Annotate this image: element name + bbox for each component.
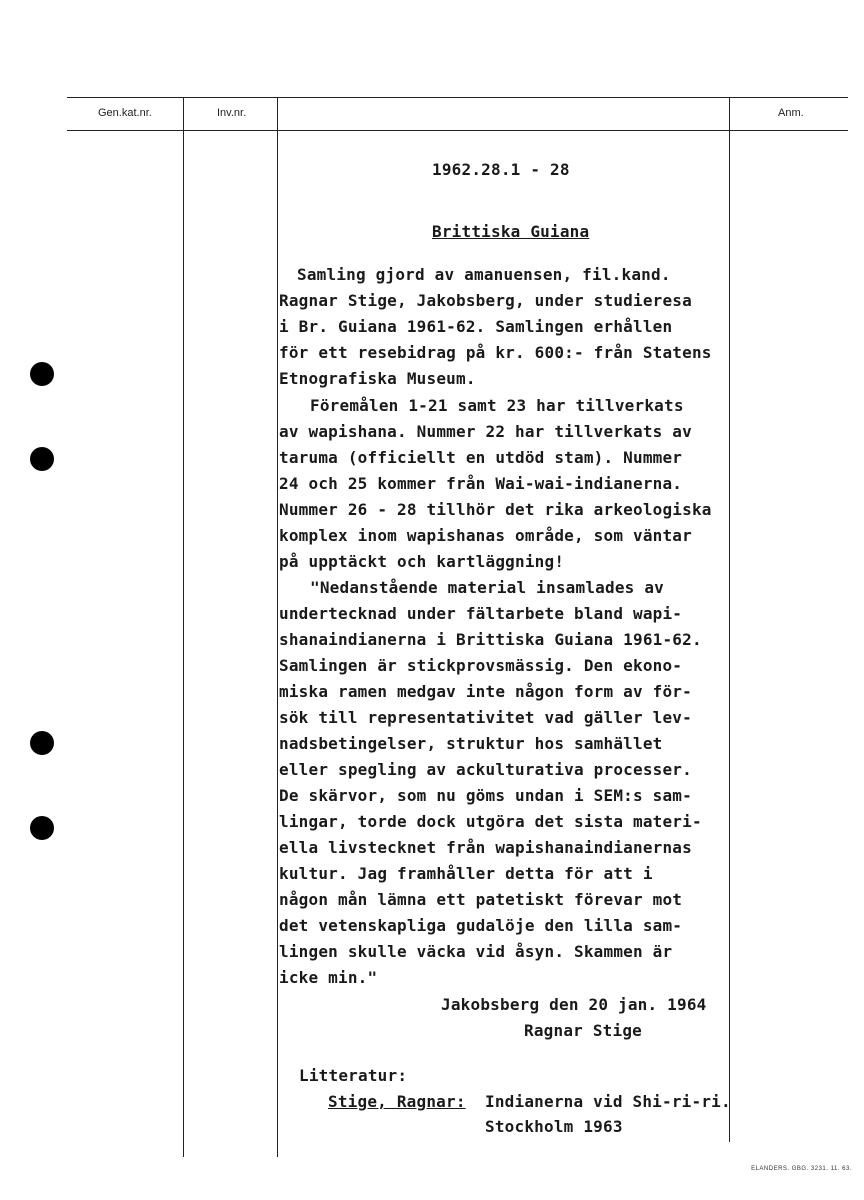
punch-hole: [30, 362, 54, 386]
text-line: komplex inom wapishanas område, som väntar: [279, 526, 692, 545]
text-line: "Nedanstående material insamlades av: [310, 578, 664, 597]
text-line: någon mån lämna ett patetiskt förevar mot: [279, 890, 683, 909]
column-divider-2: [277, 97, 278, 1157]
text-line: sök till representativitet vad gäller lev-: [279, 708, 692, 727]
text-line: Ragnar Stige, Jakobsberg, under studieresa: [279, 291, 692, 310]
text-line: för ett resebidrag på kr. 600:- från Statens: [279, 343, 712, 362]
text-line: det vetenskapliga gudalöje den lilla sam-: [279, 916, 683, 935]
text-line: på upptäckt och kartläggning!: [279, 552, 565, 571]
literature-title: Indianerna vid Shi-ri-ri.: [485, 1092, 731, 1111]
text-line: De skärvor, som nu göms undan i SEM:s sam-: [279, 786, 692, 805]
text-line: lingen skulle väcka vid åsyn. Skammen är: [279, 942, 673, 961]
text-line: kultur. Jag framhåller detta för att i: [279, 864, 653, 883]
text-line: 24 och 25 kommer från Wai-wai-indianerna.: [279, 474, 683, 493]
text-line: i Br. Guiana 1961-62. Samlingen erhållen: [279, 317, 673, 336]
text-line: icke min.": [279, 968, 378, 987]
text-line: nadsbetingelser, struktur hos samhället: [279, 734, 663, 753]
column-divider-3: [729, 97, 730, 1142]
region-heading: Brittiska Guiana: [432, 222, 590, 241]
header-gen-kat-label: Gen.kat.nr.: [98, 107, 152, 119]
text-line: Samling gjord av amanuensen, fil.kand.: [297, 265, 671, 284]
header-anm-label: Anm.: [778, 107, 804, 119]
text-line: Etnografiska Museum.: [279, 369, 476, 388]
signature-place-date: Jakobsberg den 20 jan. 1964: [441, 995, 707, 1014]
header-bottom-rule: [67, 130, 848, 131]
column-divider-1: [183, 97, 184, 1157]
text-line: eller spegling av ackulturativa processer.: [279, 760, 692, 779]
text-line: miska ramen medgav inte någon form av för-: [279, 682, 692, 701]
text-line: ella livstecknet från wapishanaindianernas: [279, 838, 692, 857]
text-line: taruma (officiellt en utdöd stam). Nummer: [279, 448, 683, 467]
header-inv-label: Inv.nr.: [217, 107, 247, 119]
catalog-number: 1962.28.1 - 28: [432, 160, 570, 179]
punch-hole: [30, 447, 54, 471]
literature-place-year: Stockholm 1963: [485, 1117, 623, 1136]
text-line: Föremålen 1-21 samt 23 har tillverkats: [310, 396, 684, 415]
text-line: Nummer 26 - 28 tillhör det rika arkeologiska: [279, 500, 712, 519]
text-line: undertecknad under fältarbete bland wapi-: [279, 604, 683, 623]
literature-author: Stige, Ragnar:: [328, 1092, 466, 1111]
punch-hole: [30, 731, 54, 755]
literature-heading: Litteratur:: [299, 1066, 408, 1085]
text-line: lingar, torde dock utgöra det sista materi-: [279, 812, 702, 831]
text-line: Samlingen är stickprovsmässig. Den ekono-: [279, 656, 683, 675]
header-top-rule: [67, 97, 848, 98]
signature-name: Ragnar Stige: [524, 1021, 642, 1040]
text-line: av wapishana. Nummer 22 har tillverkats av: [279, 422, 692, 441]
punch-hole: [30, 816, 54, 840]
printer-imprint: ELANDERS. GBG. 3231. 11. 63.: [751, 1166, 852, 1172]
text-line: shanaindianerna i Brittiska Guiana 1961-62.: [279, 630, 702, 649]
